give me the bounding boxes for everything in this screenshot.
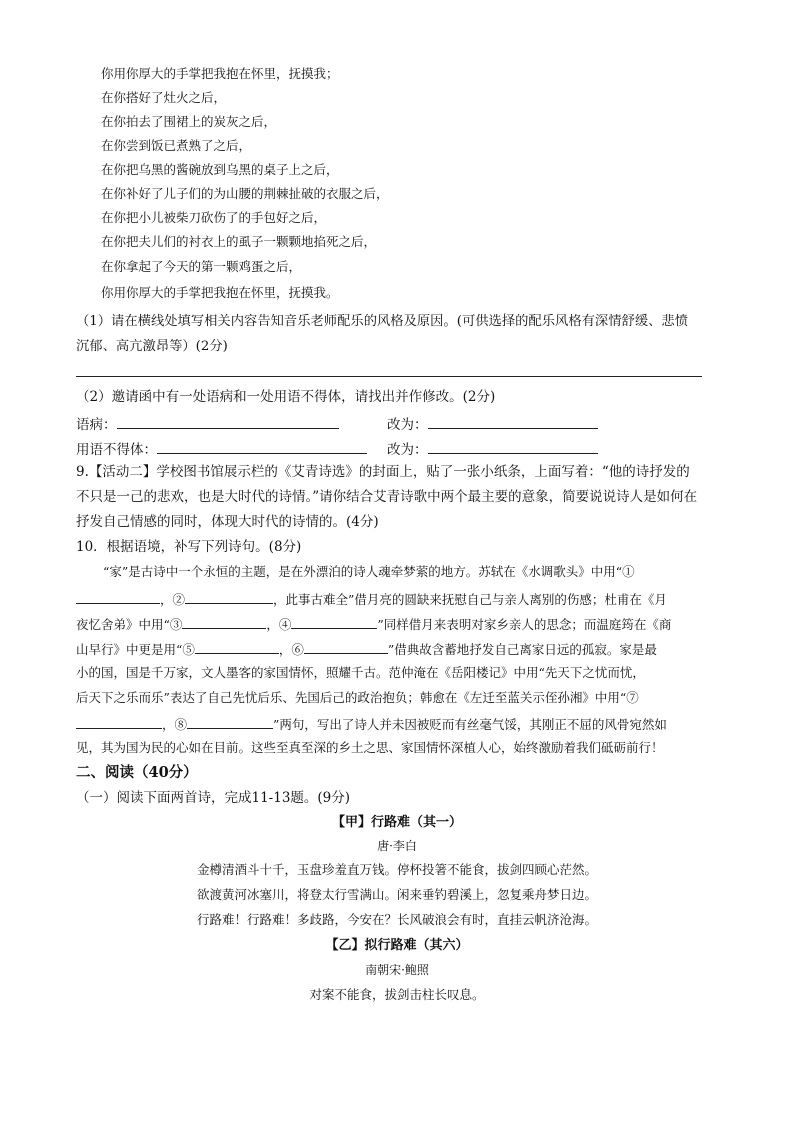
- gai-label: 改为：: [387, 442, 428, 458]
- question-8-2-stem: （2）邀请函中有一处语病和一处用语不得体，请找出并作修改。(2分): [76, 389, 496, 405]
- answer-line[interactable]: [76, 376, 702, 377]
- gai-label: 改为：: [387, 417, 428, 433]
- poem-line: 在你尝到饭已煮熟了之后，: [101, 138, 252, 153]
- poem-line: 你用你厚大的手掌把我抱在怀里，抚摸我；: [101, 66, 339, 81]
- poem-jia-line: 行路难！行路难！多歧路，今安在？长风破浪会有时，直挂云帆济沧海。: [196, 912, 597, 927]
- question-10-stem: 10．根据语境，补写下列诗句。(8分): [76, 539, 302, 555]
- q10-para-line3: 夜忆舍弟》中用“③ ，④ ”同样借月来表明对家乡亲人的思念；而温庭筠在《商: [76, 614, 671, 634]
- poem-line: 在你把小儿被柴刀砍伤了的手包好之后，: [101, 210, 327, 225]
- poem-blank-5[interactable]: [195, 639, 279, 654]
- poem-blank-6[interactable]: [304, 639, 388, 654]
- q10-para-line8: 见，其为国为民的心如在目前。这些至真至深的乡土之思、家国情怀深植人心，始终激励着我们砥砺前行！: [76, 740, 664, 755]
- poem-line: 在你搭好了灶火之后，: [101, 90, 227, 105]
- buti-fix-row: [387, 439, 598, 459]
- buti-label: 用语不得体：: [76, 442, 157, 458]
- bing-row: [76, 414, 339, 434]
- poem-line: 你用你厚大的手掌把我抱在怀里，抚摸我。: [101, 285, 339, 300]
- bing-fix-row: [387, 414, 598, 434]
- buti-row: [76, 439, 367, 459]
- buti-fix-blank[interactable]: [428, 439, 598, 454]
- poem-yi-author: 南朝宋·鲍照: [365, 963, 429, 977]
- q10-para-line2: ，② ，此事古难全”借月亮的圆缺来抚慰自己与亲人离别的伤感；杜甫在《月: [76, 589, 667, 609]
- poem-blank-7[interactable]: [76, 714, 162, 729]
- q10-para-line5: 小的国，国是千万家，文人墨客的家国情怀，照耀千古。范仲淹在《岳阳楼记》中用“先天下之忧而忧，: [76, 665, 645, 680]
- question-9-line3: 抒发自己情感的同时，体现大时代的诗情的。(4分): [76, 514, 379, 530]
- poem-jia-line: 欲渡黄河冰塞川，将登太行雪满山。闲来垂钓碧溪上，忽复乘舟梦日边。: [196, 887, 597, 902]
- q10-para-line7: ，⑧ ”两句，写出了诗人并未因被贬而有丝毫气馁，其刚正不屈的风骨宛然如: [76, 714, 667, 734]
- question-8-1-line1: （1）请在横线处填写相关内容告知音乐老师配乐的风格及原因。(可供选择的配乐风格有深情舒缓、悲愤: [76, 314, 689, 329]
- poem-line: 在你补好了儿子们的为山腰的荆棘扯破的衣服之后，: [101, 186, 389, 201]
- poem-line: 在你拍去了围裙上的炭灰之后，: [101, 114, 277, 129]
- poem-blank-8[interactable]: [187, 714, 273, 729]
- question-8-1-line2: 沉郁、高亢激昂等）(2分): [76, 339, 228, 354]
- poem-blank-4[interactable]: [291, 614, 377, 629]
- poem-yi-line: 对案不能食，拔剑击柱长叹息。: [309, 987, 485, 1002]
- poem-line: 在你把夫儿们的衬衣上的虱子一颗颗地掐死之后，: [101, 234, 377, 249]
- question-9-line1: 9.【活动二】学校图书馆展示栏的《艾青诗选》的封面上，贴了一张小纸条，上面写着：“他的诗抒发的: [76, 464, 690, 480]
- section-2-sub: （一）阅读下面两首诗，完成11-13题。(9分): [76, 790, 351, 806]
- poem-blank-1[interactable]: [76, 589, 160, 604]
- poem-blank-3[interactable]: [182, 614, 266, 629]
- q10-para-line4: 山早行》中更是用“⑤ ，⑥ ”借典故含蓄地抒发自己离家日远的孤寂。家是最: [76, 639, 657, 659]
- q10-para-line6: 后天下之乐而乐”表达了自己先忧后乐、先国后己的政治抱负；韩愈在《左迁至蓝关示侄孙湘》中用“⑦: [76, 690, 639, 705]
- bing-blank[interactable]: [117, 414, 339, 429]
- buti-blank[interactable]: [157, 439, 367, 454]
- poem-line: 在你把乌黑的酱碗放到乌黑的桌子上之后，: [101, 162, 339, 177]
- poem-jia-title: 【甲】行路难（其一）: [331, 815, 462, 830]
- question-9-line2: 不只是一己的悲欢，也是大时代的诗情。”请你结合艾青诗歌中两个最主要的意象，简要说说诗人是如何在: [76, 489, 698, 505]
- poem-jia-author: 唐·李白: [377, 839, 417, 853]
- poem-line: 在你拿起了今天的第一颗鸡蛋之后，: [101, 259, 302, 274]
- section-2-title: 二、阅读（40分）: [76, 764, 198, 781]
- bing-label: 语病：: [76, 417, 117, 433]
- bing-fix-blank[interactable]: [428, 414, 598, 429]
- poem-yi-title: 【乙】拟行路难（其六）: [325, 938, 469, 953]
- poem-jia-line: 金樽清酒斗十千，玉盘珍羞直万钱。停杯投箸不能食，拔剑四顾心茫然。: [196, 862, 597, 877]
- q10-para-line1: “家”是古诗中一个永恒的主题，是在外漂泊的诗人魂牵梦萦的地方。苏轼在《水调歌头》中用“①: [103, 564, 635, 579]
- poem-blank-2[interactable]: [185, 589, 273, 604]
